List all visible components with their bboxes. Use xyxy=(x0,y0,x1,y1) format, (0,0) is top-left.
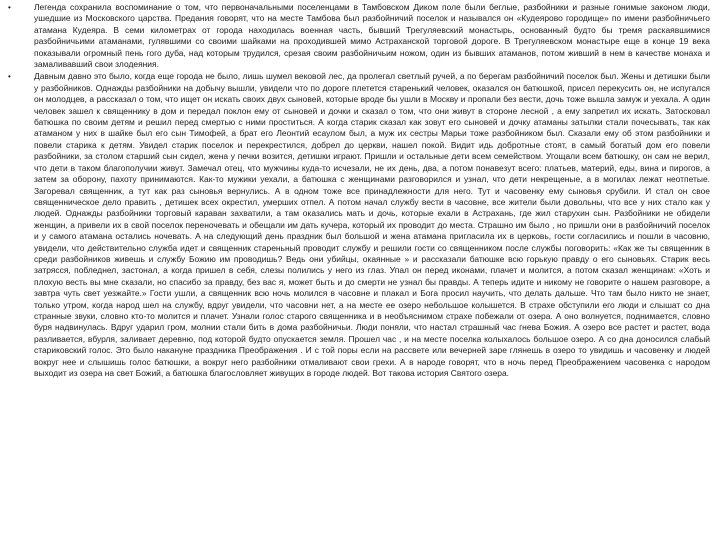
paragraph-text: Давным давно это было, когда еще города не было, лишь шумел вековой лес, да пролегал светлый ручей, а по берегам разбойничий поселок был. Жены и детишки были у разбойников. Однажды разбойники на добычу вышли, увидели что по дороге плетется старенький человек, оказался он батюшкой, присел перекусить он, не испугался он молодцев, а рассказал о том, что ищет он искать своих двух сыновей, которые вроде бы ушли в Москву и пропали без вести, дочь тоже вышла замуж и уехала. А один человек зашел к священнику в дом и передал поклон ему от сыновей и дочки и сказал о том, что они живут в стороне лесной , а ему запретил их искать. Затосковал батюшка по своим детям и решил перед смертью с ними проститься. А когда старик сказал как зовут его сыновей и дочку атаманы затылки стали почесывать, так как атаманом у них в шайке был его сын Тимофей, а брат его Леонтий есаулом был, а муж их сестры Марьи тоже разбойником был. Сказали ему об этом разбойники и повели старика к детям. Увидел старик поселок и перекрестился, добрел до церкви, нашел покой. Видит идь добротные стоят, в самый богатый дом его повели разбойники, за столом старший сын сидел, жена у печки возится, детишки играют. Пришли и остальные дети всем семейством. Угощали всем батюшку, он сам не верил, что дети в таком благополучии живут. Замечал отец, что мужчины куда-то исчезали, не их день, два, а потом понавезут всего: платьев, материй, еды, вина и пирогов, а затем за оборону, пахоту принимаются. Как-то мужики уехали, а батюшка с женщинами разговорился и узнал, что дети некрещеные, а в могилах лежат неотпетые. Загоревал священник, а тут как раз сыновья вернулись. А в одном тоже все принадлежности для него. Тут и часовенку ему сыновья срубили. И стал он свое священническое дело править , детишек всех окрестил, умерших отпел. А потом начал службу вести в часовне, все жители были довольны, что все у них стало как у людей. Однажды разбойники торговый караван захватили, а там оказались мать и дочь, которые ехали в Астрахань, где жил старухин сын. Разбойники не обидели женщин, а привели их в свой поселок переночевать и обещали им дать кучера, который их проводит до места. Страшно им было , но пришли они в разбойничий поселок и у самого атамана остались ночевать. А на следующий день праздник был большой и жена атамана пригласила их в церковь, гости согласились и пошли в часовню, увидели, что действительно служба идет и священник стареньный проводит службу и решили гости со священником после службы поговорить: «Как же ты священник в среди разбойников живешь и службу Божию им проводишь? Ведь они убийцы, окаянные » и рассказали батюшке всю горькую правду о его сыновьях. Старик весь затрясся, побледнел, застонал, а когда пришел в себя, слезы полились у него из глаз. Упал он перед иконами, плачет и молится, а потом сказал женщинам: «Хоть и плохую весть вы мне сказали, но спасибо за правду, без вас я, может быть и до смерти не узнал бы правды. А теперь идите и никому не говорите о нашем разговоре, а завтра чуть свет уезжайте.» Гости ушли, а священник всю ночь молился в часовне и плакал и Бога просил научить, что делать дальше. Что там было никто не знает, только утром, когда народ шел на службу, вдруг увидели, что часовни нет, а на месте ее озеро небольшое колышется. В страхе обступили его люди и слышат со дна странные звуки, словно кто-то молится и плачет. Узнали голос старого священника и в необъяснимом страхе побежали от озера. А оно волнуется, поднимается, словно буря надвинулась. Вдруг ударил гром, молнии стали бить в дома разбойничьи. Люди поняли, что настал страшный час гнева Божия. А озеро все растет и растет, вода разливается, вбурля, заливает деревню, под которой будто опускается земля. Прошел час , и на месте поселка колыхалось большое озеро. А со дна доносился слабый стариковский голос. Это было накануне праздника Преображения . И с той поры если на рассвете или вечерней заре глянешь в озеро то увидишь и часовенку и людей вокруг нее и слышишь голос батюшки, а вокруг него разбойники отмаливают свои грехи. А в народе говорят, что в ночь перед Преображением часовенка с народом выходит из озера на свет Божий, а батюшка благословляет живущих в городе людей. Вот такова история Святого озера. xyxy=(34,71,710,378)
bullet-icon: • xyxy=(8,72,11,82)
list-item xyxy=(8,2,710,70)
bullet-list xyxy=(8,2,710,379)
paragraph-text: Легенда сохранила воспоминание о том, что первоначальными поселенцами в Тамбовском Диком поле были беглые, разбойники и разные гонимые законом люди, ушедшие из Московского царства. Предания говорят, что на месте Тамбова был разбойничий поселок и назывался он «Кудеярово городище» по имени разбойничьего атамана Кудеяра. В семи километрах от города находилась военная часть, бывший Трегуляевский монастырь, основанный будто бы тремя раскаявшимися разбойничьими атаманами, гулявшими со своими шайками на проходившей мимо Астраханской торговой дороге. В Трегуляевском монастыре еще в конце 19 века показывали огромный пень гого дуба, над которым трудился, срезая своим разбойничьим ножом, один из бывших атаманов, потом живший в нем в качестве монаха и замаливавший свои злодеяния. xyxy=(34,2,710,70)
bullet-icon: • xyxy=(8,3,11,12)
list-item xyxy=(8,71,710,379)
